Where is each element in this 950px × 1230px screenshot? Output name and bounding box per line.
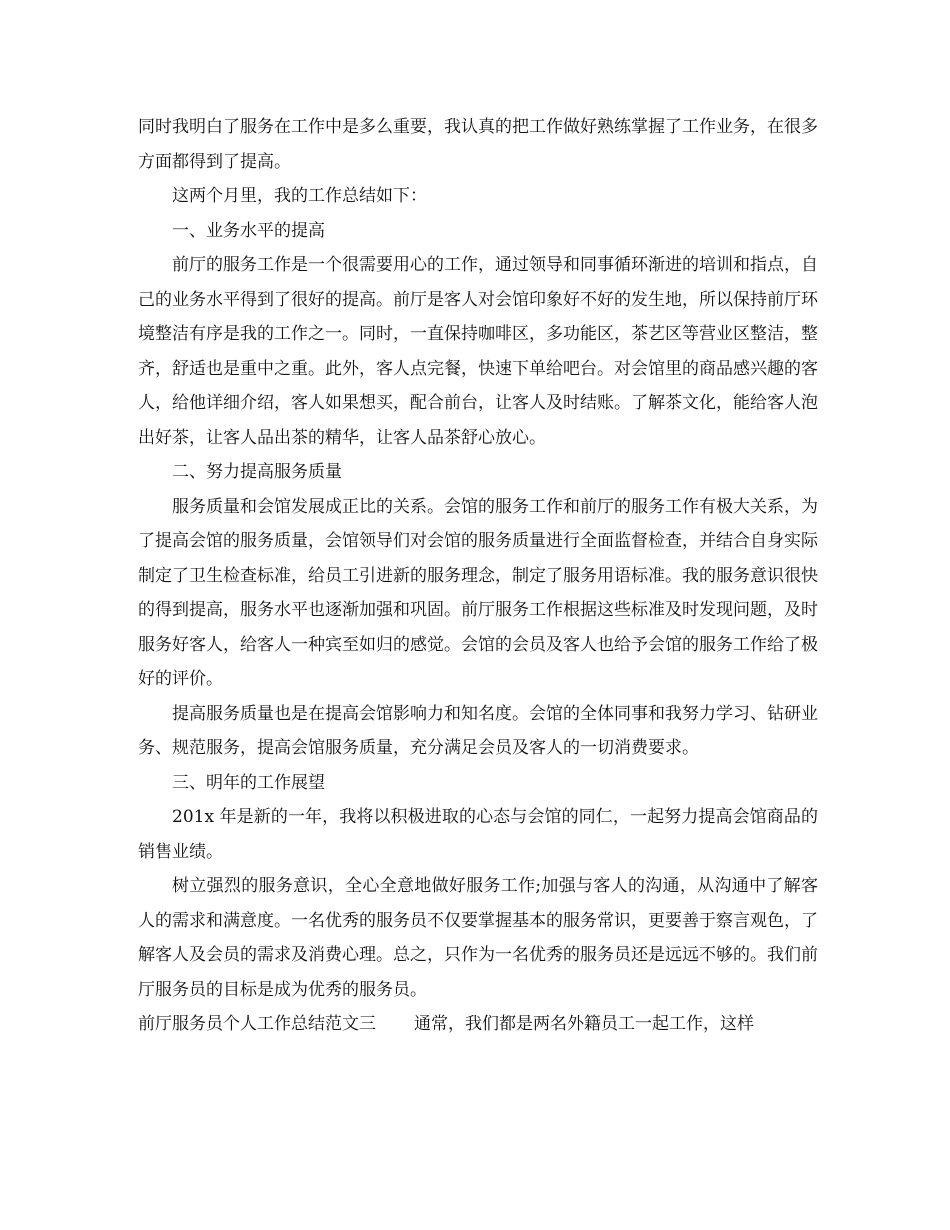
section-heading-1: 一、业务水平的提高 [172,220,325,241]
paragraph-6: 201x 年是新的一年，我将以积极进取的心态与会馆的同仁，一起努力提高会馆商品的销售业绩。 [138,807,818,862]
paragraph-2: 这两个月里，我的工作总结如下： [172,186,427,206]
paragraph-4: 服务质量和会馆发展成正比的关系。会馆的服务工作和前厅的服务工作有极大关系，为了提高会馆的服务质量，会馆领导们对会馆的服务质量进行全面监督检查，并结合自身实际制定了卫生检查标准，给员工引进新的服务理念，制定了服务用语标准。我的服务意识很快的得到提高，服务水平也逐渐加强和巩固。前厅服务工作根据这些标准及时发现问题，及时服务好客人，给客人一种宾至如归的感觉。会馆的会员及客人也给予会馆的服务工作给了极好的评价。 [138,496,818,689]
paragraph-7: 树立强烈的服务意识，全心全意地做好服务工作;加强与客人的沟通，从沟通中了解客人的需求和满意度。一名优秀的服务员不仅要掌握基本的服务常识，更要善于察言观色，了解客人及会员的需求及消费心理。总之，只作为一名优秀的服务员还是远远不够的。我们前厅服务员的目标是成为优秀的服务员。 [138,876,818,1000]
next-article-text: 通常，我们都是两名外籍员工一起工作，这样 [414,1014,754,1034]
paragraph-1: 同时我明白了服务在工作中是多么重要，我认真的把工作做好熟练掌握了工作业务，在很多方面都得到了提高。 [138,117,818,172]
document-page [138,110,818,1042]
paragraph-3: 前厅的服务工作是一个很需要用心的工作，通过领导和同事循环渐进的培训和指点，自己的业务水平得到了很好的提高。前厅是客人对会馆印象好不好的发生地，所以保持前厅环境整洁有序是我的工作之一。同时，一直保持咖啡区，多功能区，茶艺区等营业区整洁，整齐，舒适也是重中之重。此外，客人点完餐，快速下单给吧台。对会馆里的商品感兴趣的客人，给他详细介绍，客人如果想买，配合前台，让客人及时结账。了解茶文化，能给客人泡出好茶，让客人品出茶的精华，让客人品茶舒心放心。 [138,255,818,448]
next-article-title: 前厅服务员个人工作总结范文三 [138,1014,376,1034]
paragraph-5: 提高服务质量也是在提高会馆影响力和知名度。会馆的全体同事和我努力学习、钻研业务、规范服务，提高会馆服务质量，充分满足会员及客人的一切消费要求。 [138,703,818,758]
footer-line [138,1007,818,1042]
section-heading-3: 三、明年的工作展望 [172,772,325,793]
section-heading-2: 二、努力提高服务质量 [172,462,342,482]
